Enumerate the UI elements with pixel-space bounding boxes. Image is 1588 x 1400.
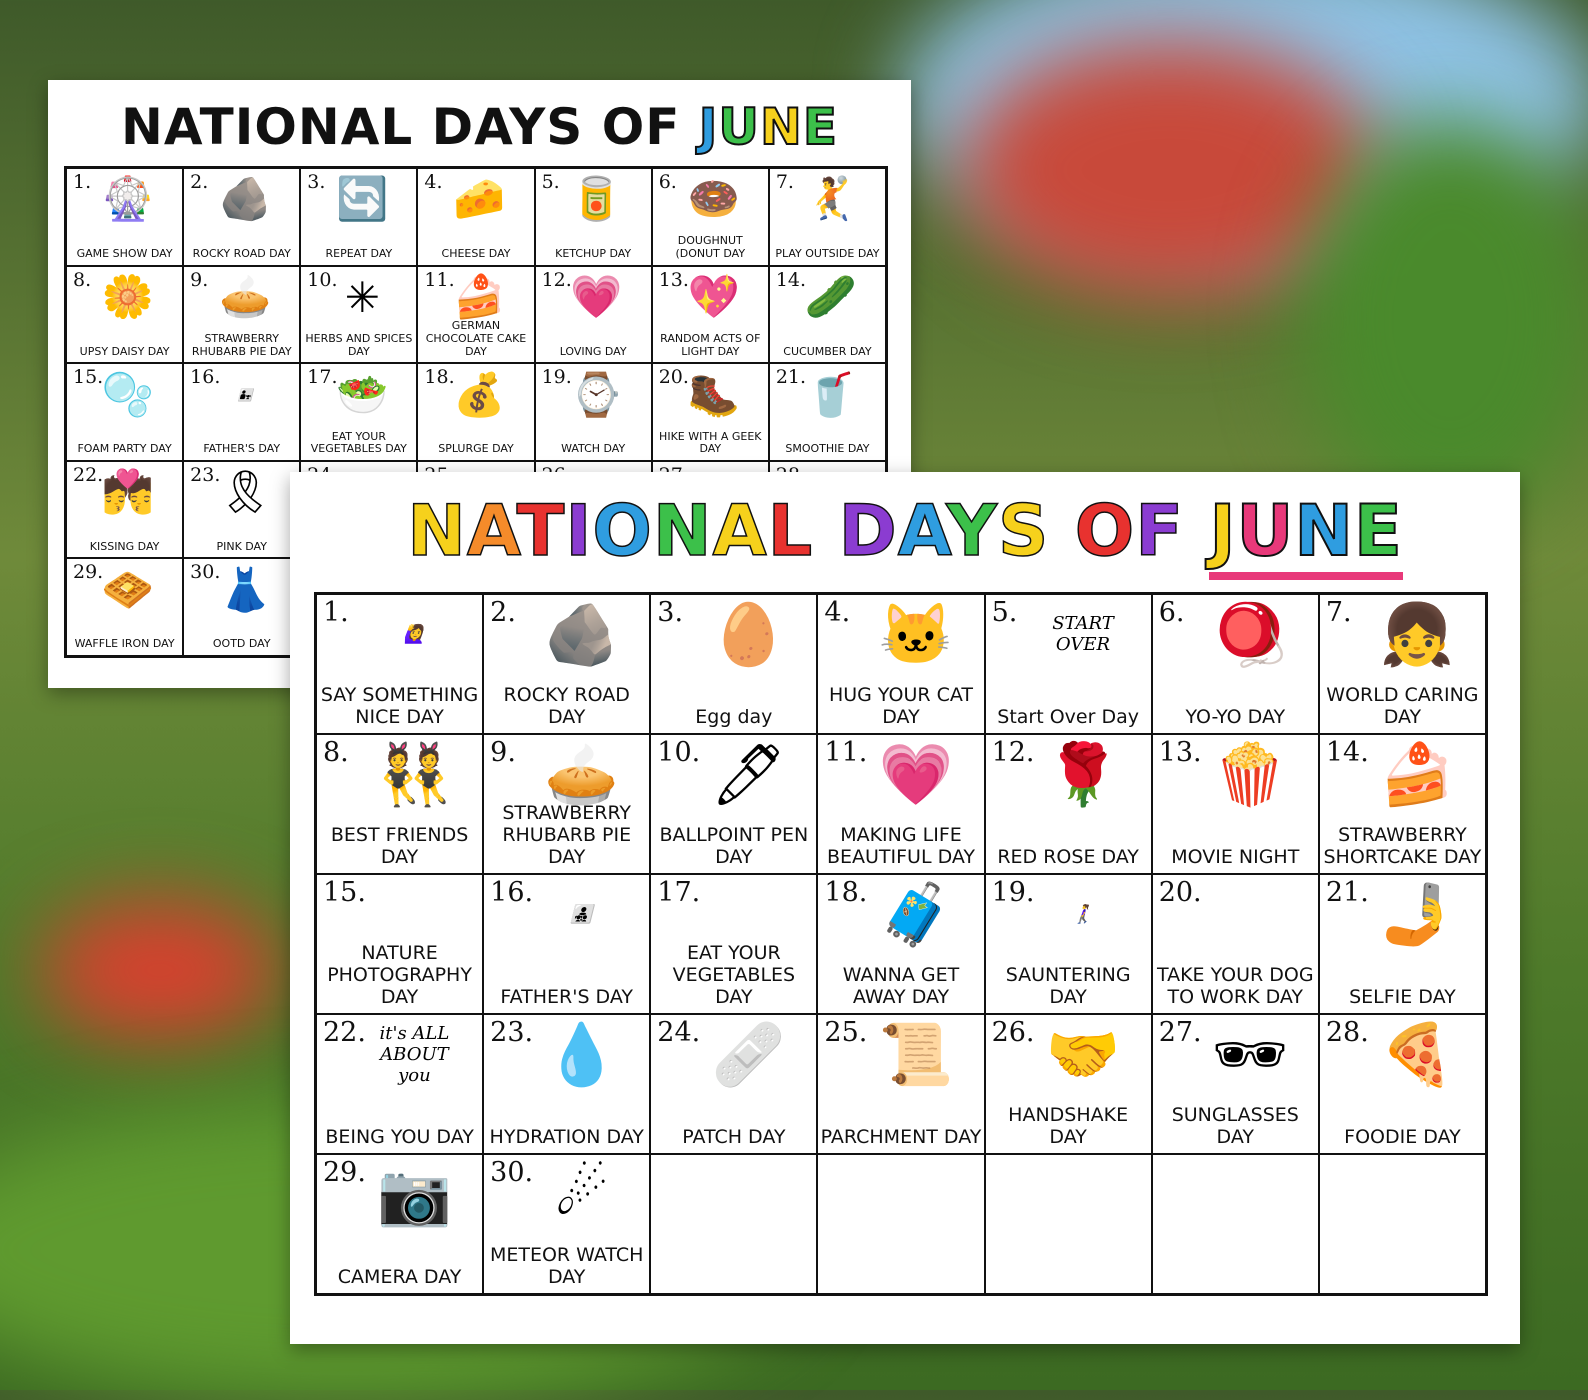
front-day-number: 29. bbox=[323, 1157, 366, 1188]
front-day-number: 9. bbox=[490, 737, 516, 768]
front-day-label: RED ROSE DAY bbox=[997, 846, 1139, 869]
back-day-cell bbox=[66, 461, 183, 559]
front-day-cell bbox=[1319, 594, 1486, 734]
front-day-cell bbox=[985, 594, 1152, 734]
back-day-illustration-icon: 🥫 bbox=[570, 175, 623, 223]
back-day-cell bbox=[535, 266, 652, 364]
back-day-illustration-icon: 🍩 bbox=[687, 175, 740, 223]
front-day-illustration-icon: 🤳 bbox=[1379, 880, 1455, 948]
back-day-number: 23. bbox=[190, 463, 221, 486]
front-day-label: HYDRATION DAY bbox=[489, 1126, 644, 1149]
front-day-label: STRAWBERRY RHUBARB PIE DAY bbox=[502, 802, 632, 869]
back-day-illustration-icon: 🫧 bbox=[101, 370, 155, 418]
front-day-illustration-icon: 🌹 bbox=[1045, 740, 1121, 808]
back-day-illustration-icon: 🌼 bbox=[101, 272, 155, 320]
front-title-letter: L bbox=[767, 490, 814, 572]
front-day-illustration-icon: 👧 bbox=[1379, 600, 1455, 668]
front-day-number: 25. bbox=[824, 1017, 868, 1048]
front-day-illustration-icon: 📜 bbox=[878, 1020, 954, 1088]
front-day-number: 13. bbox=[1158, 737, 1202, 768]
front-day-number: 26. bbox=[991, 1017, 1035, 1048]
back-day-illustration-icon: 🥤 bbox=[804, 370, 858, 418]
front-title-letter bbox=[813, 490, 838, 572]
back-day-illustration-icon: 🎡 bbox=[101, 175, 155, 223]
back-day-number: 8. bbox=[73, 268, 92, 291]
front-day-cell bbox=[985, 874, 1152, 1014]
front-month-letter: J bbox=[1209, 490, 1237, 572]
front-title-letter: O bbox=[1074, 490, 1136, 572]
back-day-number: 19. bbox=[541, 366, 572, 389]
back-day-cell bbox=[66, 266, 183, 364]
front-day-illustration-icon: 🩹 bbox=[711, 1020, 787, 1088]
back-day-label: EAT YOUR VEGETABLES DAY bbox=[310, 429, 407, 456]
front-title bbox=[290, 490, 1520, 572]
back-day-cell bbox=[535, 168, 652, 266]
back-day-label: REPEAT DAY bbox=[325, 246, 393, 260]
front-day-label: SAUNTERING DAY bbox=[1005, 964, 1131, 1009]
front-day-cell bbox=[817, 734, 984, 874]
front-day-illustration-icon: 🧳 bbox=[878, 880, 954, 948]
front-day-number: 12. bbox=[991, 737, 1035, 768]
back-day-label: OOTD DAY bbox=[212, 637, 271, 651]
front-title-letter: F bbox=[1135, 490, 1185, 572]
front-day-label: METEOR WATCH DAY bbox=[489, 1244, 644, 1289]
front-day-cell bbox=[1319, 1014, 1486, 1154]
background-slide bbox=[40, 900, 280, 1040]
back-day-illustration-icon: 🧇 bbox=[101, 565, 155, 613]
front-day-cell bbox=[1319, 1154, 1486, 1294]
front-title-letter: I bbox=[565, 490, 593, 572]
front-day-label: SAY SOMETHING NICE DAY bbox=[320, 684, 479, 729]
back-day-number: 22. bbox=[73, 463, 104, 486]
front-day-illustration-icon: 🐱 bbox=[878, 600, 954, 668]
back-day-number: 21. bbox=[775, 366, 807, 389]
back-day-label: SPLURGE DAY bbox=[438, 442, 514, 456]
front-title-letter bbox=[1049, 490, 1074, 572]
front-day-illustration-icon: 👨‍👧‍👦 bbox=[570, 903, 593, 925]
back-day-cell bbox=[66, 363, 183, 461]
back-day-label: HERBS AND SPICES DAY bbox=[305, 331, 413, 358]
front-day-label: STRAWBERRY SHORTCAKE DAY bbox=[1323, 824, 1482, 869]
back-day-cell bbox=[417, 168, 534, 266]
back-day-label: CHEESE DAY bbox=[441, 246, 511, 260]
front-title-letter: O bbox=[592, 490, 653, 572]
back-day-illustration-icon: 🤾 bbox=[804, 175, 858, 223]
front-day-cell bbox=[817, 1154, 984, 1294]
front-day-label: WANNA GET AWAY DAY bbox=[842, 964, 960, 1009]
front-day-cell bbox=[483, 1154, 650, 1294]
front-calendar-sheet bbox=[290, 472, 1520, 1344]
back-day-cell bbox=[300, 168, 417, 266]
front-day-label: CAMERA DAY bbox=[337, 1266, 462, 1289]
back-day-number: 30. bbox=[190, 561, 221, 584]
back-day-label: GERMAN CHOCOLATE CAKE DAY bbox=[425, 319, 527, 358]
back-day-number: 7. bbox=[775, 171, 794, 193]
front-day-number: 22. bbox=[323, 1017, 366, 1048]
front-day-label: EAT YOUR VEGETABLES DAY bbox=[672, 942, 796, 1009]
back-day-cell bbox=[652, 266, 769, 364]
back-day-number: 12. bbox=[541, 268, 572, 291]
front-day-label: PARCHMENT DAY bbox=[820, 1126, 982, 1149]
back-day-cell bbox=[66, 168, 183, 266]
back-day-illustration-icon: 💗 bbox=[570, 272, 623, 320]
front-day-cell bbox=[1152, 594, 1319, 734]
front-title-letter: D bbox=[838, 490, 898, 572]
front-day-illustration-icon: 👯 bbox=[377, 740, 452, 808]
front-day-label: WORLD CARING DAY bbox=[1326, 684, 1479, 729]
back-month-letter: N bbox=[760, 98, 803, 156]
back-day-label: KETCHUP DAY bbox=[555, 246, 632, 260]
front-day-label: HANDSHAKE DAY bbox=[1008, 1104, 1129, 1149]
front-day-illustration-icon: 💧 bbox=[544, 1020, 619, 1088]
front-day-label: TAKE YOUR DOG TO WORK DAY bbox=[1156, 964, 1314, 1009]
front-day-number: 18. bbox=[824, 877, 868, 908]
front-day-number: 1. bbox=[323, 597, 349, 628]
front-day-cell bbox=[316, 734, 483, 874]
front-title-letter: N bbox=[652, 490, 713, 572]
front-day-label: BEING YOU DAY bbox=[325, 1126, 474, 1149]
front-title-letter: A bbox=[466, 490, 517, 572]
back-day-cell bbox=[769, 266, 886, 364]
back-day-number: 1. bbox=[73, 171, 92, 193]
front-day-illustration-icon: 🙋‍♀️ bbox=[403, 623, 426, 645]
back-day-illustration-icon: ✳ bbox=[344, 273, 380, 321]
front-day-label: Start Over Day bbox=[997, 706, 1139, 729]
front-day-number: 6. bbox=[1158, 597, 1185, 628]
back-day-number: 10. bbox=[307, 268, 338, 291]
front-day-number: 7. bbox=[1325, 597, 1352, 628]
back-day-number: 18. bbox=[424, 366, 455, 389]
back-day-number: 14. bbox=[775, 268, 807, 291]
back-day-illustration-icon: ⌚ bbox=[570, 370, 623, 418]
front-day-number: 10. bbox=[657, 737, 701, 768]
front-day-label: BALLPOINT PEN DAY bbox=[659, 824, 809, 869]
front-day-illustration-icon: 📷 bbox=[377, 1160, 452, 1228]
front-day-illustration-icon: 🍿 bbox=[1212, 740, 1288, 808]
front-day-label: PATCH DAY bbox=[682, 1126, 786, 1149]
back-title-text: NATIONAL DAYS OF bbox=[120, 98, 699, 156]
front-day-number: 14. bbox=[1325, 737, 1369, 768]
front-day-label: HUG YOUR CAT DAY bbox=[828, 684, 973, 729]
front-day-illustration-icon: 🪀 bbox=[1212, 600, 1288, 668]
back-day-number: 5. bbox=[541, 171, 560, 193]
back-day-label: DOUGHNUT (DONUT DAY bbox=[675, 234, 746, 260]
back-day-number: 15. bbox=[73, 366, 104, 389]
front-day-number: 17. bbox=[657, 877, 701, 908]
front-day-cell bbox=[1152, 1154, 1319, 1294]
back-day-cell bbox=[652, 363, 769, 461]
front-day-cell bbox=[817, 1014, 984, 1154]
front-title-letter: A bbox=[897, 490, 947, 572]
front-day-number: 27. bbox=[1158, 1017, 1202, 1048]
back-day-number: 9. bbox=[190, 268, 209, 291]
back-day-illustration-icon: 👗 bbox=[219, 565, 272, 613]
front-day-number: 2. bbox=[490, 597, 516, 628]
front-day-cell bbox=[817, 594, 984, 734]
front-day-number: 11. bbox=[824, 737, 868, 768]
front-day-number: 5. bbox=[991, 597, 1018, 628]
back-day-cell bbox=[183, 168, 300, 266]
back-day-number: 13. bbox=[658, 268, 689, 291]
front-day-cell bbox=[316, 1154, 483, 1294]
front-day-illustration-icon: it's ALL ABOUT you bbox=[379, 1022, 450, 1086]
back-day-label: CUCUMBER DAY bbox=[783, 344, 872, 358]
front-day-label: FOODIE DAY bbox=[1344, 1126, 1461, 1149]
front-day-cell bbox=[483, 874, 650, 1014]
front-day-illustration-icon: START OVER bbox=[1052, 613, 1114, 656]
back-day-illustration-icon: 💰 bbox=[453, 370, 506, 418]
back-day-number: 2. bbox=[190, 171, 209, 193]
back-day-number: 17. bbox=[307, 366, 338, 389]
front-day-label: YO-YO DAY bbox=[1185, 706, 1286, 729]
front-day-cell bbox=[817, 874, 984, 1014]
front-day-label: SELFIE DAY bbox=[1349, 986, 1456, 1009]
back-day-label: PINK DAY bbox=[216, 539, 267, 553]
back-day-label: ROCKY ROAD DAY bbox=[192, 246, 291, 260]
back-day-number: 29. bbox=[73, 561, 104, 584]
background-tree bbox=[1300, 120, 1588, 520]
front-day-cell bbox=[985, 734, 1152, 874]
front-day-label: BEST FRIENDS DAY bbox=[330, 824, 469, 869]
back-day-cell bbox=[183, 461, 300, 559]
back-day-cell bbox=[183, 558, 300, 656]
front-day-illustration-icon: ☄ bbox=[554, 1160, 609, 1228]
front-day-cell bbox=[650, 1014, 817, 1154]
back-day-cell bbox=[300, 266, 417, 364]
back-day-label: PLAY OUTSIDE DAY bbox=[775, 246, 880, 260]
front-day-illustration-icon: 🚶‍♀️ bbox=[1071, 903, 1095, 925]
front-month-letter: N bbox=[1294, 490, 1354, 572]
front-day-number: 24. bbox=[657, 1017, 701, 1048]
front-title-letter: N bbox=[407, 490, 467, 572]
back-day-cell bbox=[652, 168, 769, 266]
back-day-number: 6. bbox=[658, 171, 677, 193]
front-day-label: FATHER'S DAY bbox=[500, 986, 633, 1009]
back-day-cell bbox=[769, 168, 886, 266]
front-day-cell bbox=[483, 1014, 650, 1154]
back-day-label: HIKE WITH A GEEK DAY bbox=[659, 429, 762, 456]
back-day-cell bbox=[183, 266, 300, 364]
back-day-cell bbox=[66, 558, 183, 656]
front-day-cell bbox=[650, 734, 817, 874]
front-day-illustration-icon: 🪨 bbox=[544, 600, 619, 668]
front-title-letter bbox=[1184, 490, 1209, 572]
back-day-cell bbox=[417, 266, 534, 364]
back-day-label: WATCH DAY bbox=[561, 442, 626, 456]
front-day-number: 23. bbox=[490, 1017, 534, 1048]
front-day-illustration-icon: 🍰 bbox=[1379, 740, 1455, 808]
back-day-illustration-icon: 💖 bbox=[687, 272, 740, 320]
back-day-label: LOVING DAY bbox=[559, 344, 627, 358]
back-day-illustration-icon: 🎗 bbox=[218, 468, 272, 516]
front-day-label: MAKING LIFE BEAUTIFUL DAY bbox=[826, 824, 976, 869]
front-day-number: 20. bbox=[1158, 877, 1202, 908]
back-day-label: WAFFLE IRON DAY bbox=[74, 637, 175, 651]
back-day-cell bbox=[535, 363, 652, 461]
front-day-cell bbox=[316, 1014, 483, 1154]
front-day-number: 21. bbox=[1325, 877, 1369, 908]
front-day-illustration-icon: 🖊 bbox=[710, 740, 787, 808]
back-day-illustration-icon: 🔄 bbox=[336, 175, 389, 223]
back-day-cell bbox=[300, 363, 417, 461]
front-day-number: 15. bbox=[323, 877, 366, 908]
front-day-cell bbox=[650, 874, 817, 1014]
back-day-illustration-icon: 🥗 bbox=[336, 370, 389, 418]
front-calendar-grid bbox=[314, 592, 1488, 1296]
back-day-illustration-icon: 👨‍👧 bbox=[237, 388, 253, 403]
back-day-illustration-icon: 🧀 bbox=[453, 175, 506, 223]
back-day-label: STRAWBERRY RHUBARB PIE DAY bbox=[191, 331, 292, 358]
front-month-letter: U bbox=[1236, 490, 1295, 572]
front-day-cell bbox=[1152, 734, 1319, 874]
back-day-number: 20. bbox=[658, 366, 689, 389]
back-day-label: FOAM PARTY DAY bbox=[77, 442, 172, 456]
back-title bbox=[48, 98, 911, 156]
back-title-month bbox=[699, 98, 838, 156]
back-month-letter: U bbox=[718, 98, 760, 156]
front-day-cell bbox=[985, 1154, 1152, 1294]
back-month-letter: E bbox=[802, 98, 839, 156]
front-day-label: NATURE PHOTOGRAPHY DAY bbox=[327, 942, 472, 1009]
front-day-label: ROCKY ROAD DAY bbox=[503, 684, 630, 729]
back-day-label: RANDOM ACTS OF LIGHT DAY bbox=[660, 331, 761, 358]
back-day-label: KISSING DAY bbox=[89, 539, 160, 553]
front-title-letter: A bbox=[712, 490, 768, 572]
front-day-number: 16. bbox=[490, 877, 534, 908]
front-day-cell bbox=[985, 1014, 1152, 1154]
back-day-label: FATHER'S DAY bbox=[203, 442, 281, 456]
front-title-letter: T bbox=[516, 490, 566, 572]
front-day-label: MOVIE NIGHT bbox=[1171, 846, 1300, 869]
front-day-cell bbox=[650, 1154, 817, 1294]
front-day-number: 19. bbox=[991, 877, 1035, 908]
back-day-number: 4. bbox=[424, 171, 443, 193]
front-day-cell bbox=[1152, 874, 1319, 1014]
front-day-illustration-icon: 🥚 bbox=[711, 600, 787, 668]
back-day-number: 11. bbox=[424, 268, 455, 291]
back-day-illustration-icon: 🍰 bbox=[453, 272, 506, 320]
back-day-label: GAME SHOW DAY bbox=[76, 246, 173, 260]
front-day-number: 3. bbox=[657, 597, 684, 628]
front-day-number: 28. bbox=[1325, 1017, 1369, 1048]
back-day-label: SMOOTHIE DAY bbox=[785, 442, 870, 456]
front-day-illustration-icon: 🥧 bbox=[544, 740, 619, 808]
front-day-illustration-icon: 🕶 bbox=[1212, 1020, 1289, 1088]
front-day-number: 8. bbox=[323, 737, 349, 768]
front-month-letter: E bbox=[1353, 490, 1403, 572]
back-day-illustration-icon: 🥾 bbox=[687, 370, 740, 418]
back-day-number: 16. bbox=[190, 366, 221, 389]
front-day-illustration-icon: 🍕 bbox=[1379, 1020, 1455, 1088]
front-day-cell bbox=[483, 594, 650, 734]
front-title-letter: S bbox=[997, 490, 1050, 572]
front-day-number: 30. bbox=[490, 1157, 534, 1188]
front-title-month bbox=[1209, 490, 1402, 580]
front-day-cell bbox=[316, 874, 483, 1014]
back-day-illustration-icon: 💏 bbox=[101, 468, 155, 516]
back-day-illustration-icon: 🪨 bbox=[219, 175, 272, 223]
back-day-illustration-icon: 🥧 bbox=[219, 272, 272, 320]
front-day-number: 4. bbox=[824, 597, 851, 628]
front-day-label: Egg day bbox=[695, 706, 773, 729]
front-day-cell bbox=[1152, 1014, 1319, 1154]
back-day-cell bbox=[183, 363, 300, 461]
front-day-cell bbox=[1319, 734, 1486, 874]
front-day-illustration-icon: 💗 bbox=[878, 740, 954, 808]
front-day-cell bbox=[316, 594, 483, 734]
back-day-cell bbox=[417, 363, 534, 461]
back-month-letter: J bbox=[698, 98, 719, 156]
front-day-label: SUNGLASSES DAY bbox=[1171, 1104, 1299, 1149]
front-day-cell bbox=[483, 734, 650, 874]
front-day-cell bbox=[1319, 874, 1486, 1014]
front-day-illustration-icon: 🤝 bbox=[1045, 1020, 1121, 1088]
back-day-label: UPSY DAISY DAY bbox=[79, 344, 170, 358]
back-day-illustration-icon: 🥒 bbox=[804, 272, 858, 320]
back-day-number: 3. bbox=[307, 171, 326, 193]
front-title-letter: Y bbox=[946, 490, 998, 572]
front-day-cell bbox=[650, 594, 817, 734]
back-day-cell bbox=[769, 363, 886, 461]
